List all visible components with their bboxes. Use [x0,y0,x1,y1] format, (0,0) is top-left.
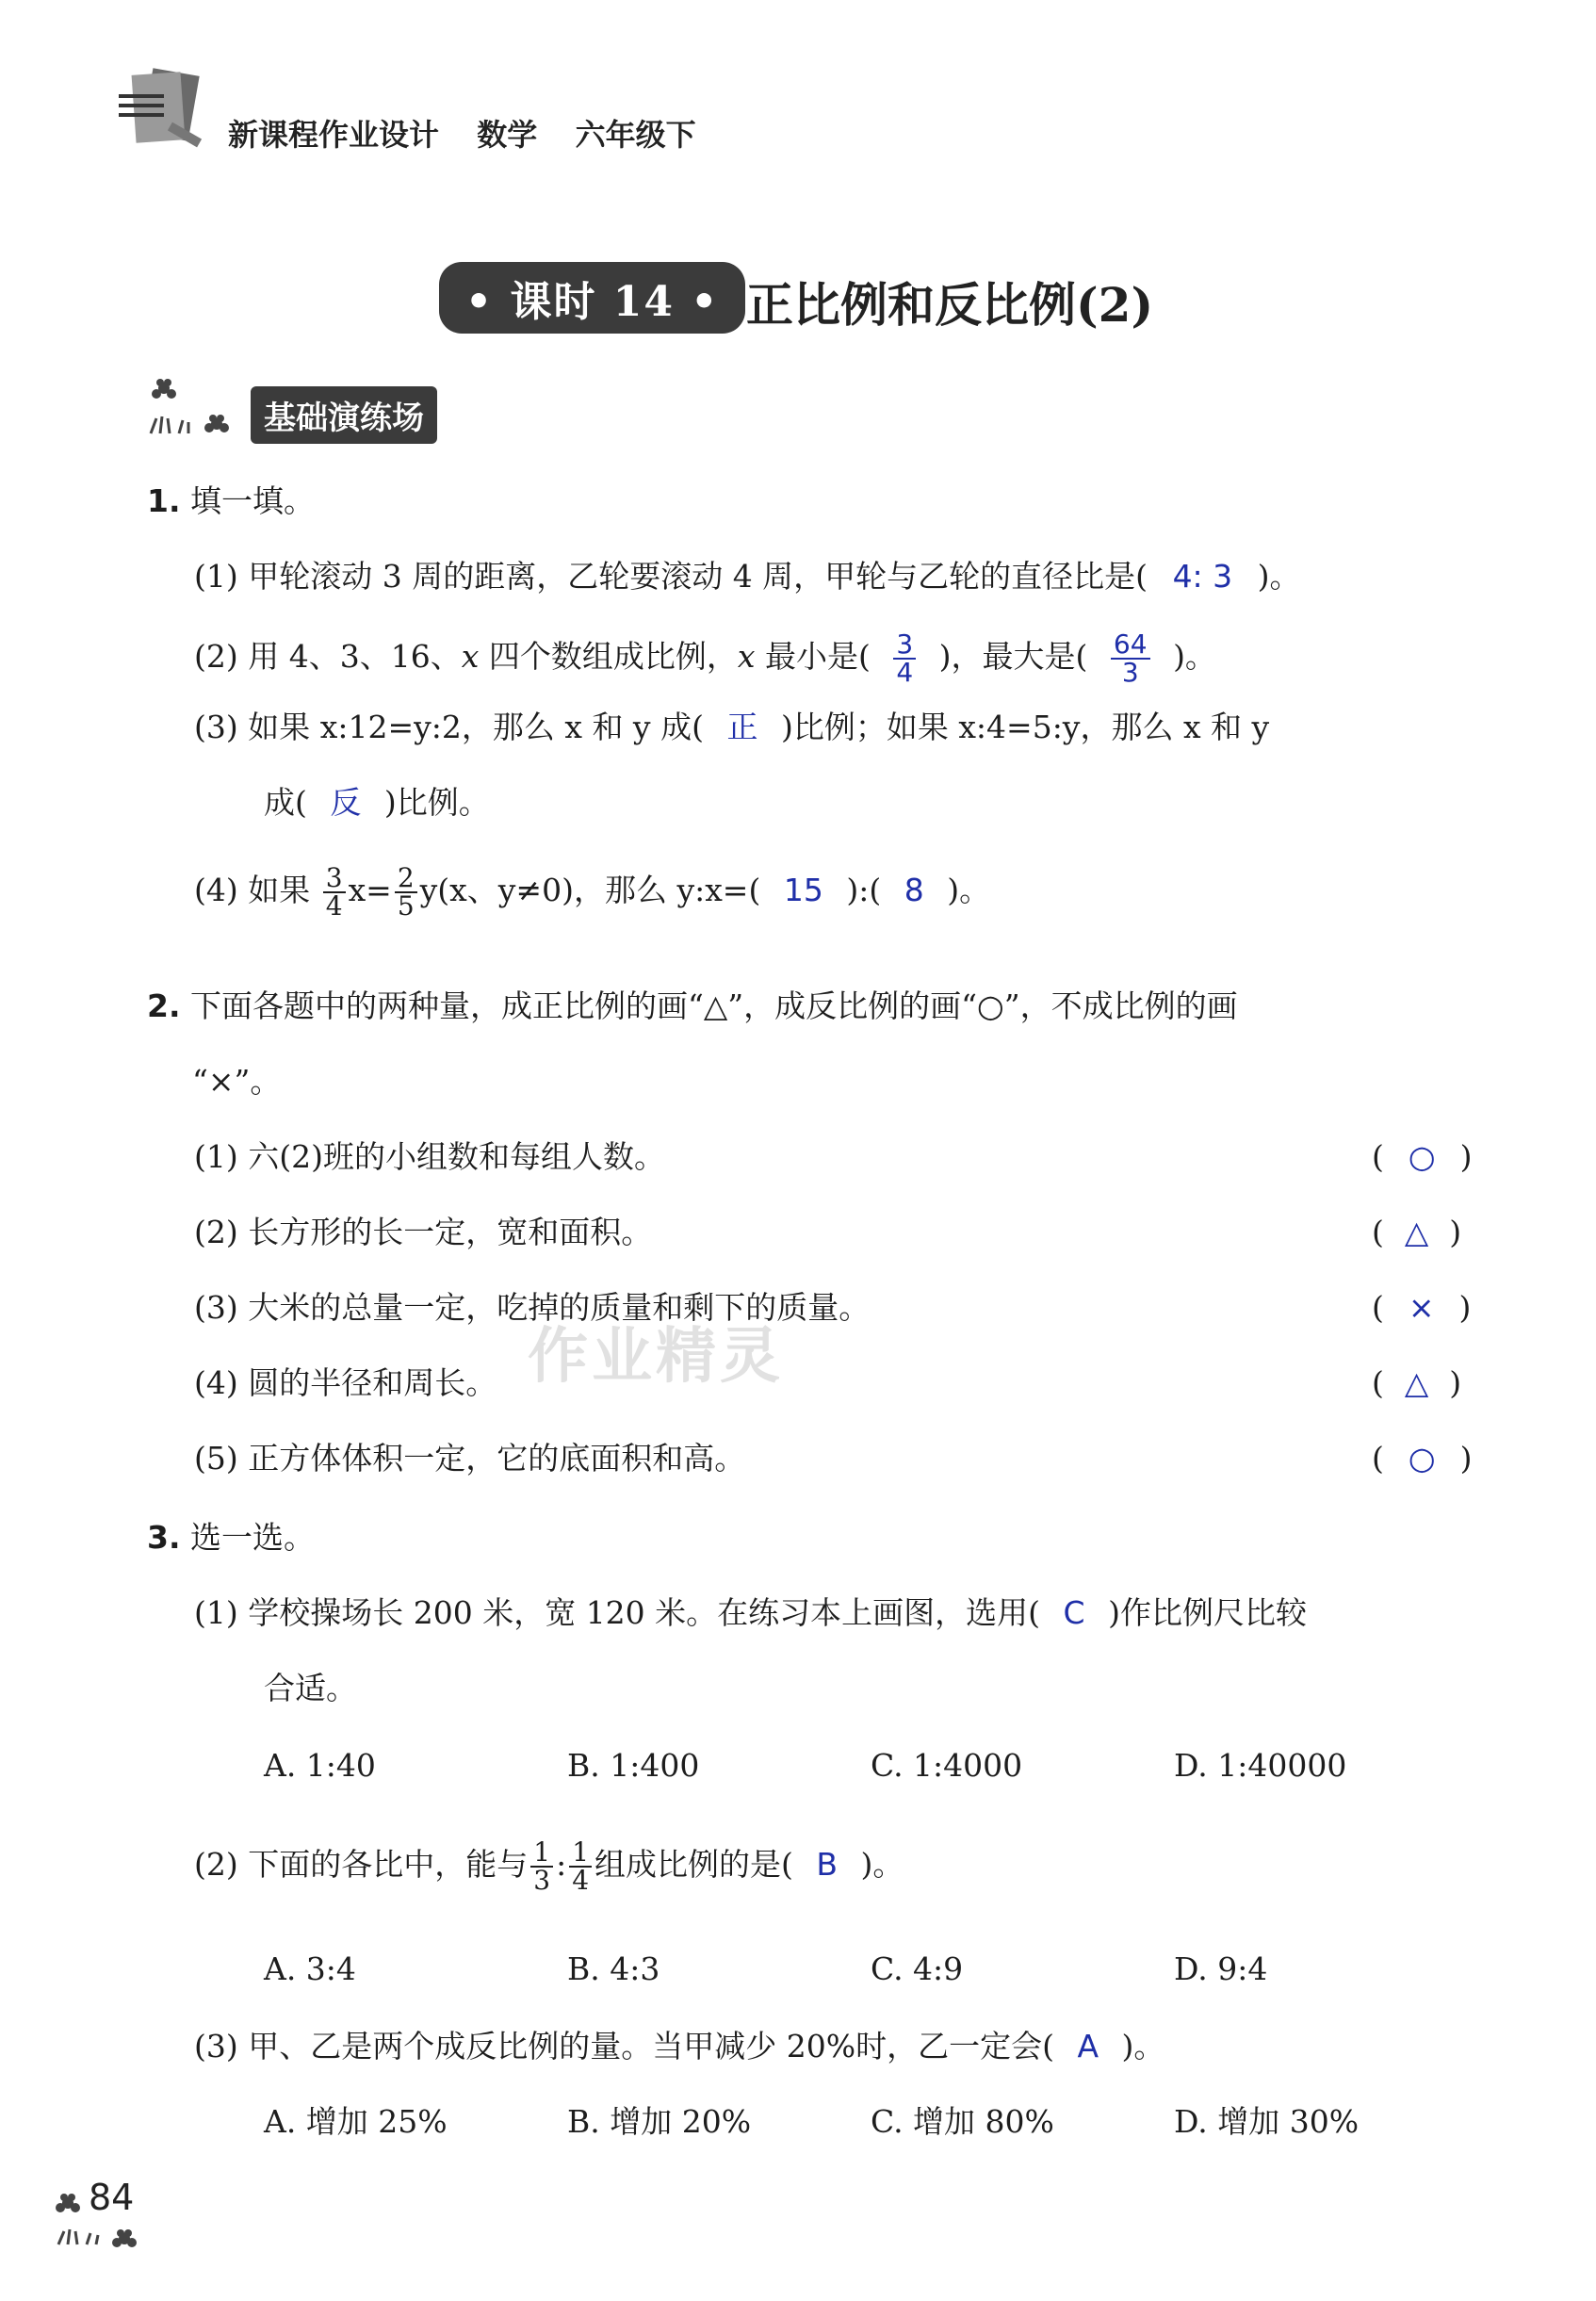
q3-i1-answer: C [1063,1594,1085,1631]
q2-answer-2: ( △ ) [1372,1214,1462,1250]
q1-i3-text: (3) 如果 x:12=y:2，那么 x 和 y 成( [194,709,704,745]
ratio-colon: : [556,1846,567,1883]
q2-answer-3-mark: × [1408,1289,1435,1326]
watermark: 作业精灵 [528,1322,784,1392]
q1-i1-text-end: )。 [1257,558,1301,595]
q2-item-3: (3) 大米的总量一定，吃掉的质量和剩下的质量。 [194,1289,871,1326]
var-x: x [737,638,756,675]
q3-title: 选一选。 [190,1519,315,1556]
q3-i3-option-b: B. 增加 20% [567,2103,752,2140]
q2-item-1: (1) 六(2)班的小组数和每组人数。 [194,1138,665,1175]
fraction-1-4: $\frac{1}{4}$ [569,1839,592,1894]
q3-i3-option-a: A. 增加 25% [264,2103,448,2140]
q1-i4-text: (4) 如果 [194,872,311,908]
q2-answer-3: ( × ) [1372,1289,1472,1326]
q3-i1-option-d: D. 1:40000 [1174,1747,1347,1784]
lesson-title: 正比例和反比例(2) [746,277,1154,333]
q3-i1-option-a: A. 1:40 [264,1747,376,1784]
q2-answer-4: ( △ ) [1372,1364,1462,1401]
lesson-badge: • 课时 14 • [439,262,745,334]
section-label: 基础演练场 [251,386,437,444]
q2-answer-1: ( ○ ) [1372,1138,1473,1175]
book-title: 新课程作业设计 [228,117,440,153]
fraction-1-3: $\frac{1}{3}$ [530,1839,553,1894]
var-x: x [461,638,480,675]
q1-number: 1. [147,482,181,519]
q1-i3-answer-2: 反 [330,784,362,821]
q1-item-2 [194,628,1216,688]
q1-i4-text-b: x= [348,872,392,908]
q3-item-3 [194,2026,1164,2067]
fraction-2-5: $\frac{2}{5}$ [395,865,417,920]
q2-number: 2. [147,987,181,1024]
q3-i1-text-b: )作比例尺比较 [1108,1594,1307,1631]
q1-i1-text: (1) 甲轮滚动 3 周的距离，乙轮要滚动 4 周，甲轮与乙轮的直径比是( [194,558,1148,595]
q3-i1-line2: 合适。 [264,1670,357,1706]
q1-item-3-line2 [264,782,490,824]
q1-item-3-line1 [194,707,1269,748]
q3-i2-option-c: C. 4:9 [871,1950,964,1987]
subject: 数学 [477,117,538,153]
q1-i3-answer-1: 正 [726,709,758,745]
q1-item-4 [194,862,991,922]
q1-i3-line2: 成( [264,784,307,821]
grade: 六年级下 [575,117,696,153]
q1-item-1 [194,556,1301,597]
q1-i2-min-answer: $\frac{3}{4}$ [893,631,916,686]
page-number: 84 [89,2177,135,2218]
fraction-3-4: $\frac{3}{4}$ [323,865,346,920]
header-title [228,111,696,155]
q3-i3-option-d: D. 增加 30% [1174,2103,1360,2140]
q2-item-2: (2) 长方形的长一定，宽和面积。 [194,1214,653,1250]
q3-i1-option-b: B. 1:400 [567,1747,700,1784]
q2-answer-2-mark: △ [1404,1214,1429,1250]
q3-i3-option-c: C. 增加 80% [871,2103,1054,2140]
q1-heading [147,481,315,522]
q3-i2-answer: B [816,1846,839,1883]
q1-i2-text-b: 四个数组成比例， [479,638,738,675]
q2-item-5: (5) 正方体体积一定，它的底面积和高。 [194,1440,746,1477]
q1-i2-text-d: )，最大是( [938,638,1088,675]
q1-i4-text-d: ):( [846,872,882,908]
q1-i3-line2-end: )比例。 [383,784,490,821]
flower-icon [141,375,245,441]
q2-answer-5-mark: ○ [1408,1440,1436,1477]
q1-i4-text-e: )。 [947,872,991,908]
header-logo-icon [111,64,215,155]
q1-i1-answer: 4: 3 [1172,558,1233,595]
q1-i4-text-c: y(x、y≠0)，那么 y:x=( [419,872,761,908]
q1-i4-answer-1: 15 [783,872,823,908]
q2-line2: “×”。 [192,1063,282,1100]
q1-i2-text-e: )。 [1173,638,1216,675]
q1-i2-text-c: 最小是( [755,638,871,675]
q1-i2-text: (2) 用 4、3、16、 [194,638,462,675]
q2-item-4: (4) 圆的半径和周长。 [194,1364,497,1401]
q3-i1-text: (1) 学校操场长 200 米，宽 120 米。在练习本上画图，选用( [194,1594,1041,1631]
q1-i4-answer-2: 8 [904,872,924,908]
q3-i3-text: (3) 甲、乙是两个成反比例的量。当甲减少 20%时，乙一定会( [194,2028,1054,2064]
q3-number: 3. [147,1519,181,1556]
q2-answer-5: ( ○ ) [1372,1440,1473,1477]
q3-heading [147,1517,315,1558]
q2-answer-1-mark: ○ [1408,1138,1436,1175]
q3-i2-option-d: D. 9:4 [1174,1950,1268,1987]
q1-i2-max-answer: $\frac{64}{3}$ [1111,631,1150,686]
q2-answer-4-mark: △ [1404,1364,1429,1401]
q3-i2-option-a: A. 3:4 [264,1950,356,1987]
q3-i3-text-b: )。 [1121,2028,1165,2064]
q3-item-1 [194,1592,1307,1634]
q3-i2-text-c: )。 [860,1846,904,1883]
q3-i1-option-c: C. 1:4000 [871,1747,1023,1784]
q3-i3-answer: A [1077,2028,1099,2064]
q3-i2-text-b: 组成比例的是( [594,1846,793,1883]
q2-heading [147,986,1238,1027]
q1-title: 填一填。 [190,482,315,519]
q3-i2-option-b: B. 4:3 [567,1950,660,1987]
q3-i2-text: (2) 下面的各比中，能与 [194,1846,529,1883]
q1-i3-text-b: )比例；如果 x:4=5:y，那么 x 和 y [780,709,1270,745]
q2-line1: 下面各题中的两种量，成正比例的画“△”，成反比例的画“○”，不成比例的画 [190,987,1238,1024]
q3-item-2 [194,1836,904,1896]
